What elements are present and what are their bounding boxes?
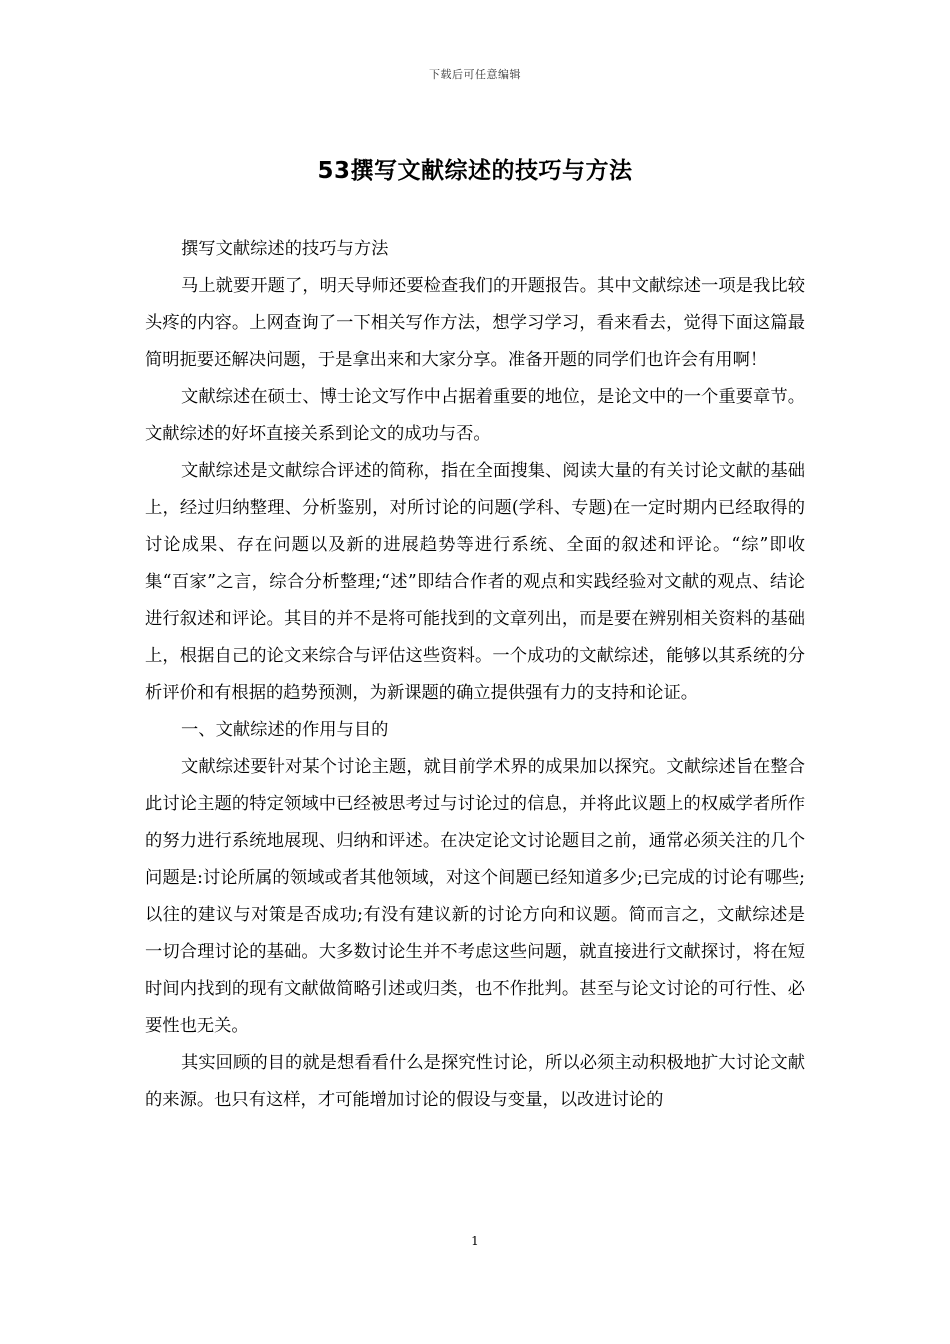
- paragraph-intro: 马上就要开题了，明天导师还要检查我们的开题报告。其中文献综述一项是我比较头疼的内容。上网查询了一下相关写作方法，想学习学习，看来看去，觉得下面这篇最简明扼要还解决问题，于是拿出来和大家分享。准备开题的同学们也许会有用啊！: [145, 276, 805, 370]
- paragraph-purpose: 文献综述要针对某个讨论主题，就目前学术界的成果加以探究。文献综述旨在整合此讨论主题的特定领域中已经被思考过与讨论过的信息，并将此议题上的权威学者所作的努力进行系统地展现、归纳和评述。在决定论文讨论题目之前，通常必须关注的几个问题是:讨论所属的领域或者其他领域，对这个间题已经知道多少;已完成的讨论有哪些;以往的建议与对策是否成功;有没有建议新的讨论方向和议题。简而言之，文献综述是一切合理讨论的基础。大多数讨论生并不考虑这些问题，就直接进行文献探讨，将在短时间内找到的现有文献做简略引述或归类，也不作批判。甚至与论文讨论的可行性、必要性也无关。: [145, 757, 805, 1036]
- section-heading: 一、文献综述的作用与目的: [181, 720, 389, 740]
- page-number: 1: [471, 1234, 479, 1248]
- page-header: 下载后可任意编辑: [429, 68, 521, 81]
- document-title: 53撰写文献综述的技巧与方法: [317, 158, 633, 184]
- document-body: [145, 231, 805, 1119]
- paragraph-review-goal: 其实回顾的目的就是想看看什么是探究性讨论，所以必须主动积极地扩大讨论文献的来源。也只有这样，才可能增加讨论的假设与变量，以改进讨论的: [145, 1053, 805, 1110]
- paragraph-definition: 文献综述是文献综合评述的简称，指在全面搜集、阅读大量的有关讨论文献的基础上，经过归纳整理、分析鉴别，对所讨论的问题(学科、专题)在一定时期内已经取得的讨论成果、存在问题以及新的进展趋势等进行系统、全面的叙述和评论。“综”即收集“百家”之言，综合分析整理;“述”即结合作者的观点和实践经验对文献的观点、结论进行叙述和评论。其目的并不是将可能找到的文章列出，而是要在辨别相关资料的基础上，根据自己的论文来综合与评估这些资料。一个成功的文献综述，能够以其系统的分析评价和有根据的趋势预测，为新课题的确立提供强有力的支持和论证。: [145, 461, 805, 703]
- paragraph-importance: 文献综述在硕士、博士论文写作中占据着重要的地位，是论文中的一个重要章节。文献综述的好坏直接关系到论文的成功与否。: [145, 387, 805, 444]
- paragraph-subtitle: 撰写文献综述的技巧与方法: [181, 239, 389, 259]
